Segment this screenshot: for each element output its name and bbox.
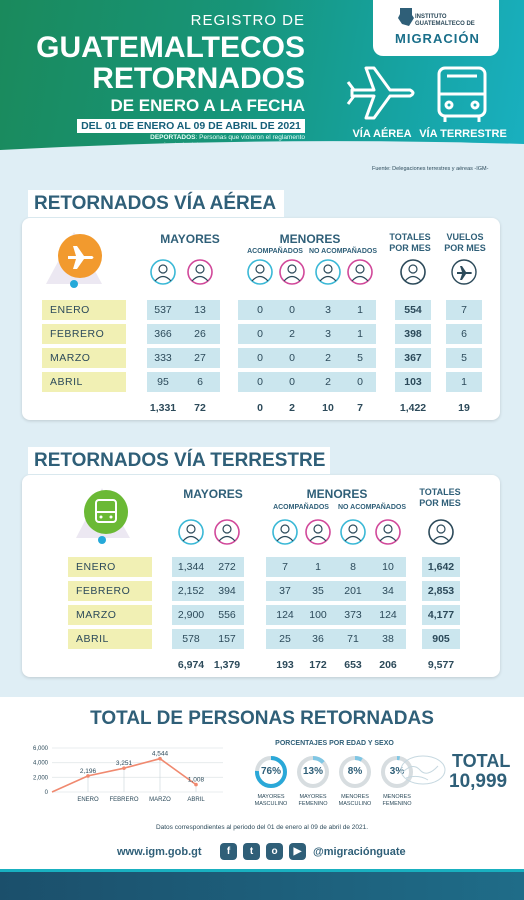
mode-air-label: VÍA AÉREA — [352, 128, 412, 140]
percentage-label — [375, 794, 419, 808]
aerea-cell-na_m: 2 — [325, 376, 331, 388]
header-registro: REGISTRO DE — [190, 12, 305, 29]
terrestre-sum-ac_m: 193 — [276, 659, 294, 671]
terrestre-cell-ac_f: 36 — [312, 633, 324, 645]
land-emblem-icon — [72, 482, 136, 548]
aerea-cell-na_m: 3 — [325, 304, 331, 316]
aerea-month-label: ENERO — [42, 300, 126, 320]
globe-icon — [398, 752, 448, 788]
aerea-cell-ac_m: 0 — [257, 304, 263, 316]
logo-brand: MIGRACIÓN — [395, 31, 480, 46]
terrestre-cell-na_f: 38 — [382, 633, 394, 645]
land-mayores-header: MAYORES — [183, 487, 243, 501]
percentages-title: PORCENTAJES POR EDAD Y SEXO — [275, 740, 394, 747]
header-wave — [0, 136, 524, 160]
terrestre-cell-may_m: 1,344 — [177, 561, 205, 573]
percentage-label-line2: MASCULINO — [254, 801, 288, 807]
aerea-cell-na_f: 1 — [357, 304, 363, 316]
aerea-cell-vuelos: 1 — [461, 376, 467, 388]
aerea-sum-na_f: 7 — [357, 402, 363, 414]
terrestre-male-person-icon — [339, 518, 367, 546]
aerea-cell-may_f: 26 — [194, 328, 206, 340]
flight-icon — [450, 258, 478, 286]
terrestre-sum-na_f: 206 — [379, 659, 397, 671]
terrestre-male-person-icon — [271, 518, 299, 546]
airplane-icon — [344, 60, 420, 122]
terrestre-cell-may_m: 578 — [182, 633, 200, 645]
aerea-cell-ac_f: 0 — [289, 304, 295, 316]
percentage-value: 76% — [260, 766, 281, 777]
aerea-cell-na_f: 5 — [357, 352, 363, 364]
aerea-cell-ac_f: 2 — [289, 328, 295, 340]
chart-data-label: 4,544 — [151, 750, 169, 758]
aerea-cell-may_f: 6 — [197, 376, 203, 388]
aerea-cell-ac_m: 0 — [257, 328, 263, 340]
aerea-total-person-icon — [399, 258, 427, 286]
facebook-icon[interactable]: f — [220, 843, 237, 860]
percentage-label — [291, 794, 335, 808]
land-menores-header: MENORES — [306, 487, 368, 501]
terrestre-female-person-icon — [304, 518, 332, 546]
footer-bar — [0, 869, 524, 900]
air-vuelos-header: VUELOS POR MES — [444, 232, 486, 253]
aerea-cell-ac_m: 0 — [257, 352, 263, 364]
terrestre-month-label: ABRIL — [68, 629, 152, 649]
percentage-label — [249, 794, 293, 808]
aerea-cell-may_m: 537 — [154, 304, 172, 316]
air-menores-header: MENORES — [279, 232, 341, 246]
aerea-cell-total: 398 — [404, 328, 422, 340]
aerea-male-person-icon — [246, 258, 274, 286]
logo-line2: GUATEMALTECO DE — [415, 21, 475, 27]
terrestre-cell-na_m: 8 — [350, 561, 356, 573]
header-date-range: DEL 01 DE ENERO AL 09 DE ABRIL DE 2021 — [77, 119, 305, 133]
aerea-cell-may_m: 333 — [154, 352, 172, 364]
percentage-label-line2: FEMENINO — [298, 801, 328, 807]
instagram-icon[interactable]: o — [266, 843, 283, 860]
header-note: DEPORTADOS: Personas que violaron el reglamento — [150, 134, 305, 141]
air-section-title: RETORNADOS VÍA AÉREA — [28, 190, 284, 217]
aerea-sum-total: 1,422 — [399, 402, 427, 414]
percentage-label-line1: MENORES — [383, 794, 411, 800]
terrestre-cell-ac_m: 37 — [279, 585, 291, 597]
chart-data-label: 1,008 — [187, 776, 205, 784]
chart-category-label: ENERO — [77, 797, 99, 803]
percentage-value: 3% — [389, 766, 405, 777]
summary-title: TOTAL DE PERSONAS RETORNADAS — [90, 708, 434, 729]
terrestre-total-person-icon — [427, 518, 455, 546]
aerea-cell-na_f: 0 — [357, 376, 363, 388]
aerea-female-person-icon — [186, 258, 214, 286]
aerea-cell-vuelos: 7 — [461, 304, 467, 316]
total-value: 10,999 — [449, 771, 508, 792]
aerea-cell-na_m: 2 — [325, 352, 331, 364]
air-totales-header: TOTALES POR MES — [389, 232, 431, 253]
terrestre-cell-ac_m: 124 — [276, 609, 294, 621]
aerea-sum-may_f: 72 — [194, 402, 206, 414]
terrestre-cell-ac_f: 100 — [309, 609, 327, 621]
percentage-label-line1: MENORES — [341, 794, 369, 800]
aerea-cell-ac_f: 0 — [289, 352, 295, 364]
aerea-sum-ac_m: 0 — [257, 402, 263, 414]
website-link[interactable]: www.igm.gob.gt — [117, 846, 202, 858]
aerea-cell-vuelos: 5 — [461, 352, 467, 364]
terrestre-cell-may_m: 2,152 — [177, 585, 205, 597]
header-banner — [0, 0, 524, 160]
chart-category-label: FEBRERO — [109, 797, 139, 803]
logo-line1: INSTITUTO — [415, 14, 447, 20]
percentage-value: 8% — [347, 766, 363, 777]
terrestre-cell-ac_m: 7 — [282, 561, 288, 573]
source-note: Fuente: Delegaciones terrestres y aéreas -IGM- — [372, 166, 489, 172]
terrestre-cell-na_m: 201 — [344, 585, 362, 597]
terrestre-cell-ac_f: 1 — [315, 561, 321, 573]
terrestre-cell-total: 905 — [432, 633, 450, 645]
percentage-label-line1: MAYORES — [257, 794, 285, 800]
aerea-cell-may_f: 27 — [194, 352, 206, 364]
aerea-cell-total: 554 — [404, 304, 422, 316]
aerea-cell-vuelos: 6 — [461, 328, 467, 340]
aerea-sum-ac_f: 2 — [289, 402, 295, 414]
aerea-female-person-icon — [346, 258, 374, 286]
aerea-cell-ac_m: 0 — [257, 376, 263, 388]
guatemala-map-icon — [397, 6, 415, 28]
chart-category-label: ABRIL — [187, 797, 205, 803]
percentage-label-line1: MAYORES — [299, 794, 327, 800]
chart-category-label: MARZO — [149, 797, 171, 803]
aerea-month-label: ABRIL — [42, 372, 126, 392]
terrestre-cell-may_f: 394 — [218, 585, 236, 597]
aerea-cell-may_f: 13 — [194, 304, 206, 316]
terrestre-cell-ac_f: 35 — [312, 585, 324, 597]
aerea-male-person-icon — [149, 258, 177, 286]
aerea-female-person-icon — [278, 258, 306, 286]
terrestre-cell-total: 1,642 — [427, 561, 455, 573]
period-note: Datos correspondientes al periodo del 01 de enero al 09 de abril de 2021. — [155, 824, 369, 831]
aerea-cell-na_f: 1 — [357, 328, 363, 340]
terrestre-cell-total: 4,177 — [427, 609, 455, 621]
chart-ytick-label: 2,000 — [32, 775, 48, 782]
terrestre-cell-may_f: 556 — [218, 609, 236, 621]
terrestre-female-person-icon — [374, 518, 402, 546]
terrestre-cell-may_f: 272 — [218, 561, 236, 573]
aerea-male-person-icon — [314, 258, 342, 286]
terrestre-month-label: FEBRERO — [68, 581, 152, 601]
aerea-cell-ac_f: 0 — [289, 376, 295, 388]
terrestre-sum-may_f: 1,379 — [213, 659, 241, 671]
aerea-sum-vuelos: 19 — [458, 402, 470, 414]
terrestre-cell-na_f: 34 — [382, 585, 394, 597]
percentage-value: 13% — [302, 766, 323, 777]
land-acomp-header: ACOMPAÑADOS — [273, 504, 329, 511]
percentage-label-line2: MASCULINO — [338, 801, 372, 807]
land-section-title: RETORNADOS VÍA TERRESTRE — [28, 447, 330, 474]
terrestre-cell-na_m: 373 — [344, 609, 362, 621]
terrestre-month-label: MARZO — [68, 605, 152, 625]
air-mayores-header: MAYORES — [160, 232, 220, 246]
aerea-sum-na_m: 10 — [322, 402, 334, 414]
aerea-cell-may_m: 366 — [154, 328, 172, 340]
social-handle[interactable]: @migraciónguate — [313, 846, 406, 858]
aerea-cell-may_m: 95 — [157, 376, 169, 388]
mode-land-label: VÍA TERRESTRE — [419, 128, 507, 140]
terrestre-cell-na_m: 71 — [347, 633, 359, 645]
aerea-cell-total: 103 — [404, 376, 422, 388]
terrestre-cell-ac_m: 25 — [279, 633, 291, 645]
terrestre-cell-may_m: 2,900 — [177, 609, 205, 621]
monthly-line-chart — [18, 740, 233, 810]
aerea-cell-na_m: 3 — [325, 328, 331, 340]
twitter-icon[interactable]: t — [243, 843, 260, 860]
igm-logo — [373, 0, 499, 56]
percentage-label — [333, 794, 377, 808]
terrestre-month-label: ENERO — [68, 557, 152, 577]
land-noacomp-header: NO ACOMPAÑADOS — [337, 504, 407, 511]
chart-ytick-label: 4,000 — [32, 760, 48, 767]
terrestre-female-person-icon — [213, 518, 241, 546]
terrestre-sum-ac_f: 172 — [309, 659, 327, 671]
terrestre-cell-na_f: 10 — [382, 561, 394, 573]
chart-ytick-label: 6,000 — [32, 746, 48, 752]
aerea-month-label: FEBRERO — [42, 324, 126, 344]
terrestre-sum-na_m: 653 — [344, 659, 362, 671]
bus-icon — [433, 64, 491, 126]
header-title-line3: DE ENERO A LA FECHA — [110, 96, 305, 115]
chart-data-label: 3,251 — [115, 760, 133, 768]
air-acomp-header: ACOMPAÑADOS — [247, 248, 303, 255]
terrestre-sum-may_m: 6,974 — [177, 659, 205, 671]
terrestre-male-person-icon — [177, 518, 205, 546]
total-label: TOTAL — [452, 751, 511, 771]
percentage-label-line2: FEMENINO — [382, 801, 412, 807]
chart-ytick-label: 0 — [44, 790, 48, 796]
air-emblem-icon — [40, 226, 108, 292]
terrestre-cell-na_f: 124 — [379, 609, 397, 621]
air-noacomp-header: NO ACOMPAÑADOS — [308, 248, 378, 255]
terrestre-sum-total: 9,577 — [427, 659, 455, 671]
land-totales-header: TOTALES POR MES — [419, 487, 461, 508]
chart-data-label: 2,196 — [79, 767, 97, 775]
youtube-icon[interactable]: ▶ — [289, 843, 306, 860]
terrestre-cell-total: 2,853 — [427, 585, 455, 597]
terrestre-cell-may_f: 157 — [218, 633, 236, 645]
aerea-month-label: MARZO — [42, 348, 126, 368]
header-title-line2: RETORNADOS — [92, 62, 305, 95]
aerea-cell-total: 367 — [404, 352, 422, 364]
aerea-sum-may_m: 1,331 — [149, 402, 177, 414]
header-title-line1: GUATEMALTECOS — [36, 31, 305, 64]
